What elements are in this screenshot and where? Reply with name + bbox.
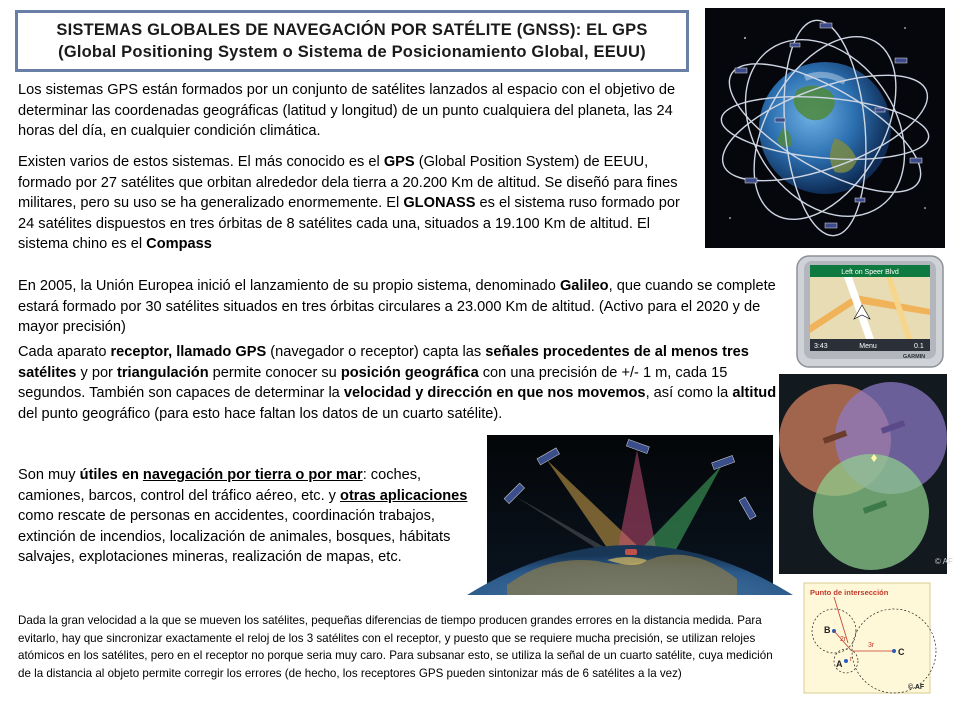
- triangulation-circles-image: [779, 374, 953, 574]
- gps-street-label: Left on Speer Blvd: [841, 269, 899, 276]
- paragraph-systems: Existen varios de estos sistemas. El más conocido es el GPS (Global Position System) de EEUU, formado por 27 satélites que orbitan alrededor dela tierra a 20.200 Km de altitud. Se diseñó para fines militares, pero su uso se ha generalizado enormemente. El GLONASS es el sistema ruso formado por 24 satélites dispuestos en tres órbitas de 8 satélites cada una, situados a 19.100 Km de altitud. El sistema chino es el Compass: [18, 154, 680, 252]
- title-line-1: SISTEMAS GLOBALES DE NAVEGACIÓN POR SATÉLITE (GNSS): EL GPS: [56, 21, 648, 39]
- label-b: B: [824, 625, 831, 635]
- paragraph-clock-sync: Dada la gran velocidad a la que se mueven los satélites, pequeñas diferencias de tiempo producen grandes errores en la distancia medida. Para evitarlo, hay que sincronizar exactamente el reloj de los 3 satélites con el receptor, y puesto que se requiere mucha precisión, se utilizan relojes atómicos en los satélites, pero en el receptor no porque seria muy caro. Para subsanar esto, se utiliza la señal de un cuarto satélite, cuya medición de la distancia al objeto permite corregir los errores (de hecho, los receptores GPS pueden sintonizar más de 6 satélites a la vez): [18, 614, 773, 680]
- copyright-mark: © AF: [935, 557, 953, 566]
- label-r: r: [850, 656, 853, 663]
- satellite-beams-image: [487, 435, 773, 595]
- title-line-2: (Global Positioning System o Sistema de Posicionamiento Global, EEUU): [58, 43, 646, 61]
- label-a: A: [836, 659, 843, 669]
- paragraph-receptor: Cada aparato receptor, llamado GPS (navegador o receptor) capta las señales procedentes de al menos tres satélites y por triangulación permite conocer su posición geográfica con una precisión de +/- 1 m, cada 15 segundos. También son capaces de determinar la velocidad y dirección en que nos movemos, así como la altitud del punto geográfico (para esto hace faltan los datos de un cuarto satélite).: [18, 344, 777, 422]
- car-icon: [625, 549, 637, 555]
- gps-device-image: [796, 255, 944, 368]
- paragraph-intro: Los sistemas GPS están formados por un conjunto de satélites lanzados al espacio con el objetivo de determinar las coordenadas geográficas (latitud y longitud) de un punto cualquiera del planeta, las 24 horas del día, en cualquier condición climática.: [18, 82, 676, 139]
- paragraph-uses: Son muy útiles en navegación por tierra o por mar: coches, camiones, barcos, control del tráfico aéreo, etc. y otras aplicaciones como rescate de personas en accidentes, coordinación trabajos, extinción de incendios, localización de animales, bosques, hábitats salvajes, explotaciones mineras, realización de mapas, etc.: [18, 467, 468, 565]
- diagram-copyright: © AF: [908, 684, 925, 691]
- title-box: [15, 10, 689, 72]
- label-3r: 3r: [868, 642, 875, 649]
- paragraph-galileo: En 2005, la Unión Europea inició el lanzamiento de su propio sistema, denominado Galileo, que cuando se complete estará formado por 30 satélites situados en tres órbitas circulares a 23.000 Km de altitud. (Activo para el 2020 y de mayor precisión): [18, 278, 776, 335]
- label-2r: 2r: [840, 636, 847, 643]
- gps-distance: 0.1: [914, 343, 924, 350]
- gps-brand-logo: GARMIN: [902, 354, 926, 360]
- label-c: C: [898, 647, 905, 657]
- diagram-title: Punto de intersección: [810, 588, 889, 597]
- earth-orbits-image: [705, 8, 945, 248]
- intersection-diagram: [804, 583, 930, 693]
- gps-time: 3:43: [814, 343, 828, 350]
- gps-menu-label: Menu: [859, 343, 877, 350]
